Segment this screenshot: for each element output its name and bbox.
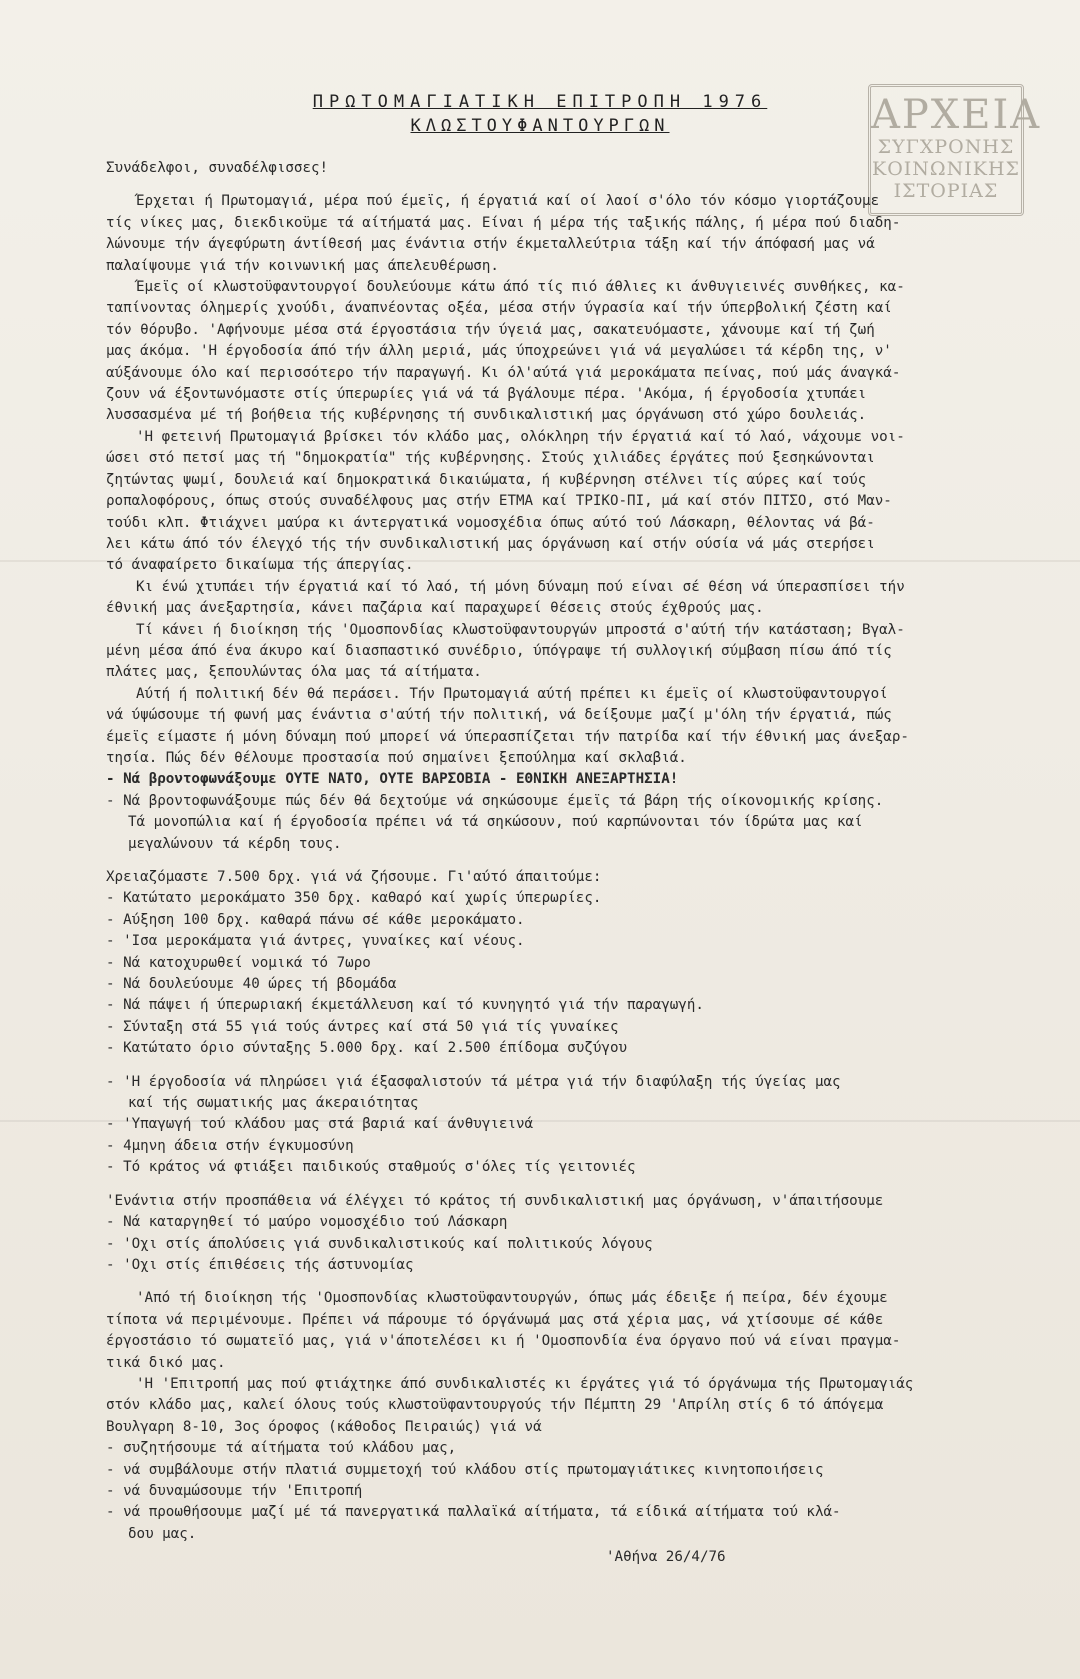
text-line: λυσσασμένα μέ τή βοήθεια τής κυβέρνησης τή συνδικαλιστική μας όργάνωση στό χώρο δουλειάς. bbox=[106, 407, 867, 424]
text-line: ταπίνοντας όλημερίς χνούδι, άναπνέοντας οξέα, μέσα στήν ύγρασία καί τήν ύπερβολική ζέστη καί bbox=[106, 300, 892, 317]
goal-item: - νά δυναμώσουμε τήν 'Επιτροπή bbox=[106, 1482, 363, 1499]
text-line: 'Η 'Επιτροπή μας πού φτιάχτηκε άπό συνδικαλιστές κι έργάτες γιά τό όργάνωμα τής Πρωτομαγιάς bbox=[136, 1375, 914, 1392]
signature-date: 'Αθήνα 26/4/76 bbox=[606, 1549, 726, 1566]
slogan: - Νά βροντοφωνάξουμε πώς δέν θά δεχτούμε νά σηκώσουμε έμεϊς τά βάρη τής οίκονομικής κρίσης. bbox=[106, 792, 884, 809]
text-line: τίποτα νά περιμένουμε. Πρέπει νά πάρουμε τό όργάνωμά μας στά χέρια μας, νά χτίσουμε σέ κάθε bbox=[106, 1311, 884, 1328]
demand-item: - Νά κατοχυρωθεί νομικά τό 7ωρο bbox=[106, 954, 371, 971]
text-line: στόν κλάδο μας, καλεί όλους τούς κλωστοϋφαντουργούς τήν Πέμπτη 29 'Απρίλη στίς 6 τό άπόγεμα bbox=[106, 1397, 884, 1414]
text-line: παλαίψουμε γιά τήν κοινωνική μας άπελευθέρωση. bbox=[106, 257, 499, 274]
text-line: έμεϊς είμαστε ή μόνη δύναμη πού μπορεί νά ύπερασπίζεται τήν πατρίδα καί τήν έθνική μας άνεξαρ- bbox=[106, 728, 909, 745]
text-line: τικά δικό μας. bbox=[106, 1354, 226, 1371]
text-line: 'Από τή διοίκηση τής 'Ομοσπονδίας κλωστοϋφαντουργών, όπως μάς έδειξε ή πείρα, δέν έχουμε bbox=[136, 1290, 888, 1307]
stamp-line: ΚΟΙΝΩΝΙΚΗΣ bbox=[872, 158, 1020, 180]
document-title: ΠΡΩΤΟΜΑΓΙΑΤΙΚΗ ΕΠΙΤΡΟΠΗ 1976 bbox=[312, 92, 768, 112]
demand-item: - Κατώτατο μεροκάματο 350 δρχ. καθαρό καί χωρίς ύπερωρίες. bbox=[106, 890, 602, 907]
salutation: Συνάδελφοι, συναδέλφισσες! bbox=[106, 160, 329, 176]
text-line: έργοστάσιο τό σωματεϊό μας, γιά ν'άποτελέσει κι ή 'Ομοσπονδία ένα όργανο πού νά είναι πραγμα- bbox=[106, 1333, 901, 1350]
demand-item: - Νά πάψει ή ύπερωριακή έκμετάλλευση καί τό κυνηγητό γιά τήν παραγωγή. bbox=[106, 997, 704, 1014]
document-subtitle: ΚΛΩΣΤΟΥΦΑΝΤΟΥΡΓΩΝ bbox=[410, 116, 670, 136]
text-line: Έρχεται ή Πρωτομαγιά, μέρα πού έμεϊς, ή έργατιά καί οί λαοί σ'όλο τόν κόσμο γιορτάζουμε bbox=[136, 193, 880, 210]
demand-item: - Σύνταξη στά 55 γιά τούς άντρες καί στά 50 γιά τίς γυναίκες bbox=[106, 1018, 619, 1035]
goal-item: - νά προωθήσουμε μαζί μέ τά πανεργατικά παλλαϊκά αίτήματα, τά είδικά αίτήματα τού κλά- bbox=[106, 1504, 841, 1521]
text-line: ώσει στό πετσί μας τή "δημοκρατία" τής κυβέρνησης. Στούς χιλιάδες έργάτες πού ξεσηκώνονται bbox=[106, 450, 875, 467]
demand-item: - Αύξηση 100 δρχ. καθαρά πάνω σέ κάθε μεροκάματο. bbox=[106, 911, 525, 928]
opposition-intro: 'Ενάντια στήν προσπάθεια νά έλέγχει τό κράτος τή συνδικαλιστική μας όργάνωση, ν'άπαιτήσουμε bbox=[106, 1192, 884, 1209]
text-line: Αύτή ή πολιτική δέν θά περάσει. Τήν Πρωτομαγιά αύτή πρέπει κι έμεϊς οί κλωστοϋφαντουργοί bbox=[136, 685, 888, 702]
text-line: Κι ένώ χτυπάει τήν έργατιά καί τό λαό, τή μόνη δύναμη πού είναι σέ θέση νά ύπερασπίσει τήν bbox=[136, 578, 905, 595]
text-line: λώνουμε τήν άγεφύρωτη άντίθεσή μας ένάντια στήν έκμεταλλεύτρια τάξη καί τήν άπόφασή μας νά bbox=[106, 236, 875, 253]
goal-item: - νά συμβάλουμε στήν πλατιά συμμετοχή τού κλάδου στίς πρωτομαγιάτικες κινητοποιήσεις bbox=[106, 1461, 824, 1478]
slogan: μεγαλώνουν τά κέρδη τους. bbox=[128, 835, 342, 852]
text-line: νά ύψώσουμε τή φωνή μας ένάντια σ'αύτή τήν πολιτική, νά δείξουμε μαζί μ'όλη τήν έργατιά, πώς bbox=[106, 707, 892, 724]
stamp-line: ΙΣΤΟΡΙΑΣ bbox=[893, 180, 999, 202]
demand-item: - Κατώτατο όριο σύνταξης 5.000 δρχ. καί 2.500 έπίδομα συζύγου bbox=[106, 1040, 628, 1057]
text-line: Τί κάνει ή διοίκηση τής 'Ομοσπονδίας κλωστοϋφαντουργών μπροστά σ'αύτή τήν κατάσταση; Βγαλ- bbox=[136, 621, 905, 638]
slogan: Τά μονοπώλια καί ή έργοδοσία πρέπει νά τά σηκώσουν, πού καρπώνονται τόν ίδρώτα μας καί bbox=[128, 814, 863, 831]
demand-item: - Νά δουλεύουμε 40 ώρες τή βδομάδα bbox=[106, 976, 397, 993]
goal-item: - συζητήσουμε τά αίτήματα τού κλάδου μας, bbox=[106, 1440, 457, 1457]
text-line: αύξάνουμε όλο καί περισσότερο τήν παραγωγή. Κι όλ'αύτά γιά μεροκάματα πείνας, πού μάς άναγκά- bbox=[106, 364, 901, 381]
text-line: ζουν νά έξοντωνόμαστε στίς ύπερωρίες γιά νά τά βγάλουμε πέρα. 'Ακόμα, ή έργοδοσία χτυπάει bbox=[106, 386, 867, 403]
text-line: Έμεϊς οί κλωστοϋφαντουργοί δουλεύουμε κάτω άπό τίς πιό άθλιες κι άνθυγιεινές συνθήκες, κα- bbox=[136, 279, 905, 296]
demand-item: - 'Ισα μεροκάματα γιά άντρες, γυναίκες καί νέους. bbox=[106, 933, 525, 950]
text-line: τούδι κλπ. Φτιάχνει μαύρα κι άντεργατικά νομοσχέδια όπως αύτό τού Λάσκαρη, θέλοντας νά βά- bbox=[106, 514, 875, 531]
document-body bbox=[106, 158, 1026, 1569]
demand-item: - 'Υπαγωγή τού κλάδου μας στά βαριά καί άνθυγιεινά bbox=[106, 1116, 534, 1133]
text-line: τό άναφαίρετο δικαίωμα τής άπεργίας. bbox=[106, 557, 414, 574]
stamp-line: ΣΥΓΧΡΟΝΗΣ bbox=[877, 136, 1015, 158]
text-line: τίς νίκες μας, διεκδικοϋμε τά αίτήματά μας. Είναι ή μέρα τής ταξικής πάλης, ή μέρα πού διαδη- bbox=[106, 214, 901, 231]
text-line: 'Η φετεινή Πρωτομαγιά βρίσκει τόν κλάδο μας, ολόκληρη τήν έργατιά καί τό λαό, νάχουμε νοι- bbox=[136, 428, 905, 445]
demand-item: - Τό κράτος νά φτιάξει παιδικούς σταθμούς σ'όλες τίς γειτονιές bbox=[106, 1159, 636, 1176]
text-line: ροπαλοφόρους, όπως στούς συναδέλφους μας στήν ΕΤΜΑ καί ΤΡΙΚΟ-ΠΙ, μά καί στόν ΠΙΤΣΟ, στό Μαν- bbox=[106, 493, 892, 510]
text-line: τησία. Πώς δέν θέλουμε προστασία πού σημαίνει ξεπούλημα καί σκλαβιά. bbox=[106, 749, 687, 766]
goal-item: δου μας. bbox=[128, 1525, 197, 1542]
text-line: Βουλγαρη 8-10, 3ος όροφος (κάθοδος Πειραιώς) γιά νά bbox=[106, 1418, 542, 1435]
text-line: μένη μέσα άπό ένα άκυρο καί διασπαστικό συνέδριο, ύπόγραψε τή συλλογική σύμβαση πίσω άπό τίς bbox=[106, 642, 892, 659]
demand-item: - 4μηνη άδεια στήν έγκυμοσύνη bbox=[106, 1137, 354, 1154]
text-line: μας άκόμα. 'Η έργοδοσία άπό τήν άλλη μεριά, μάς ύποχρεώνει γιά νά μεγαλώσει τά κέρδη της, ν' bbox=[106, 343, 892, 360]
opposition-item: - 'Οχι στίς έπιθέσεις τής άστυνομίας bbox=[106, 1256, 414, 1273]
demand-item: - 'Η έργοδοσία νά πληρώσει γιά έξασφαλιστούν τά μέτρα γιά τήν διαφύλαξη τής ύγείας μας bbox=[106, 1073, 841, 1090]
text-line: πλάτες μας, ξεπουλώντας όλα μας τά αίτήματα. bbox=[106, 664, 482, 681]
demand-item: καί τής σωματικής μας άκεραιότητας bbox=[128, 1095, 419, 1112]
opposition-item: - Νά καταργηθεί τό μαύρο νομοσχέδιο τού Λάσκαρη bbox=[106, 1214, 508, 1231]
opposition-item: - 'Οχι στίς άπολύσεις γιά συνδικαλιστικούς καί πολιτικούς λόγους bbox=[106, 1235, 653, 1252]
text-line: ζητώντας ψωμί, δουλειά καί δημοκρατικά δικαιώματα, ή κυβέρνηση στέλνει τίς αύρες καί τούς bbox=[106, 471, 867, 488]
text-line: έθνική μας άνεξαρτησία, κάνει παζάρια καί παραχωρεί θέσεις στούς έχθρούς μας. bbox=[106, 600, 764, 617]
text-line: τόν θόρυβο. 'Αφήνουμε μέσα στά έργοστάσια τήν ύγειά μας, σακατευόμαστε, χάνουμε καί τή ζωή bbox=[106, 321, 875, 338]
demands-intro: Χρειαζόμαστε 7.500 δρχ. γιά νά ζήσουμε. Γι'αύτό άπαιτούμε: bbox=[106, 869, 602, 885]
slogan: - Νά βροντοφωνάξουμε ΟΥΤΕ ΝΑΤΟ, ΟΥΤΕ ΒΑΡΣΟΒΙΑ - ΕΘΝΙΚΗ ΑΝΕΞΑΡΤΗΣΙΑ! bbox=[106, 771, 679, 788]
stamp-line: ΑΡΧΕΙΑ bbox=[871, 92, 1042, 138]
text-line: λει κάτω άπό τόν έλεγχό τής τήν συνδικαλιστική μας όργάνωση καί στήν ούσία νά μάς στερήσει bbox=[106, 535, 875, 552]
